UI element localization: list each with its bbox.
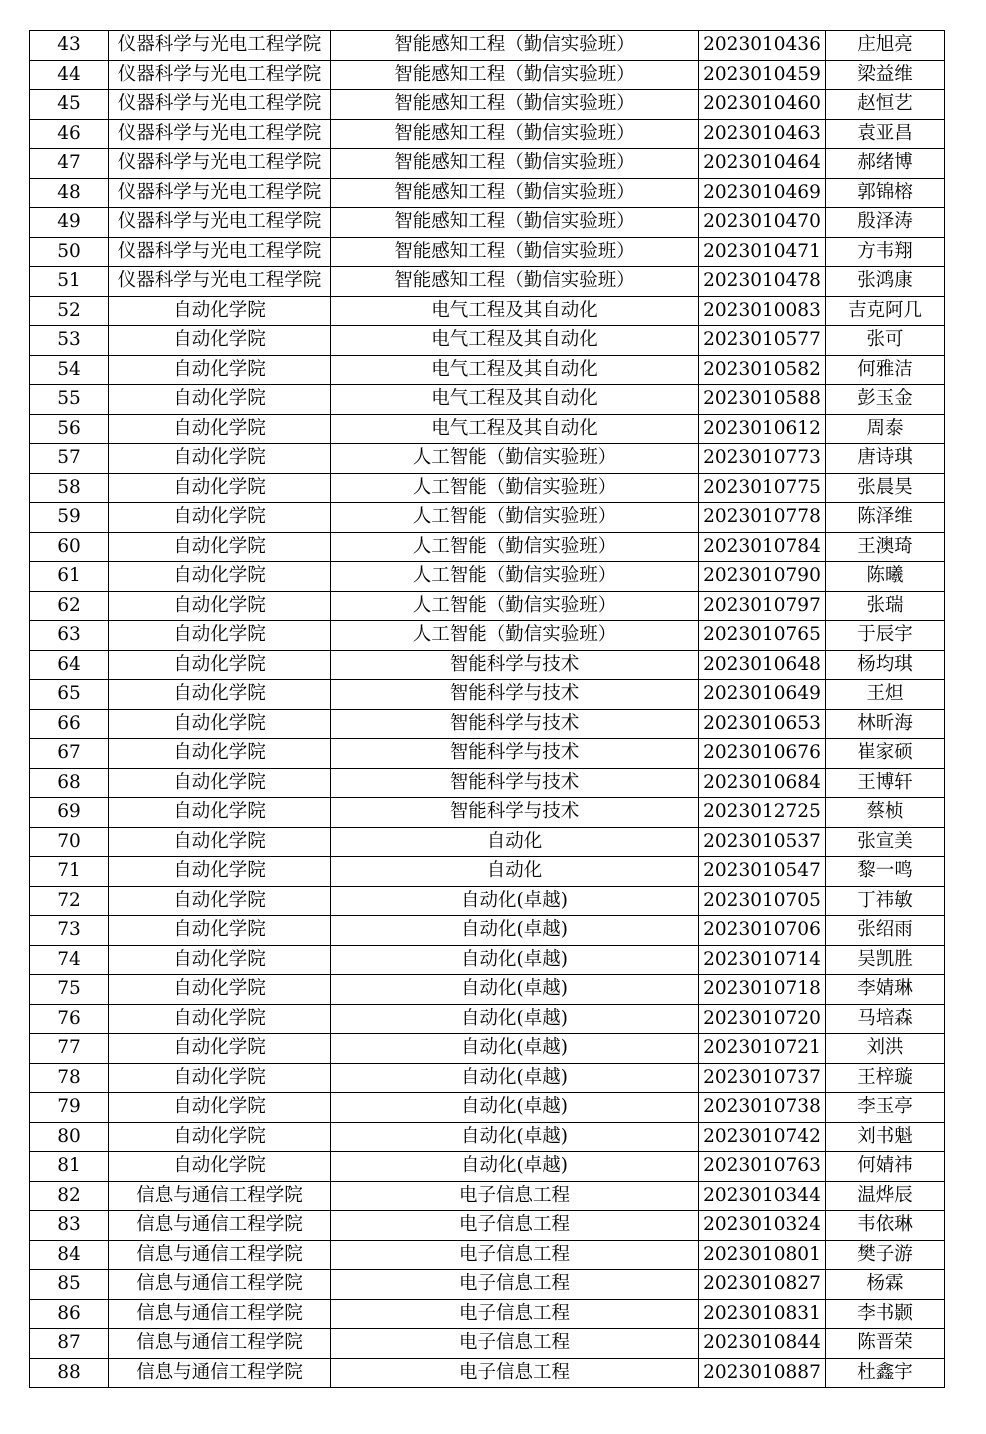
major-cell: 电子信息工程 <box>331 1299 699 1329</box>
major-cell: 自动化 <box>331 827 699 857</box>
student-name-cell: 赵恒艺 <box>826 90 945 120</box>
college-cell: 自动化学院 <box>109 1063 331 1093</box>
major-cell: 智能感知工程（勤信实验班） <box>331 31 699 61</box>
table-row <box>30 680 945 710</box>
college-cell: 仪器科学与光电工程学院 <box>109 31 331 61</box>
student-name-cell: 杨均琪 <box>826 650 945 680</box>
student-name-cell: 何雅洁 <box>826 355 945 385</box>
table-row <box>30 1211 945 1241</box>
table-row <box>30 1122 945 1152</box>
major-cell: 智能科学与技术 <box>331 739 699 769</box>
table-row <box>30 562 945 592</box>
student-name-cell: 方韦翔 <box>826 237 945 267</box>
college-cell: 自动化学院 <box>109 326 331 356</box>
major-cell: 电子信息工程 <box>331 1358 699 1388</box>
table-row <box>30 1063 945 1093</box>
row-number-cell: 79 <box>30 1093 109 1123</box>
major-cell: 智能感知工程（勤信实验班） <box>331 267 699 297</box>
student-id-cell: 2023010460 <box>699 90 826 120</box>
student-id-cell: 2023010801 <box>699 1240 826 1270</box>
table-row <box>30 768 945 798</box>
college-cell: 自动化学院 <box>109 355 331 385</box>
student-name-cell: 王澳琦 <box>826 532 945 562</box>
major-cell: 自动化(卓越) <box>331 1004 699 1034</box>
table-row <box>30 414 945 444</box>
row-number-cell: 81 <box>30 1152 109 1182</box>
row-number-cell: 77 <box>30 1034 109 1064</box>
row-number-cell: 86 <box>30 1299 109 1329</box>
college-cell: 自动化学院 <box>109 798 331 828</box>
student-name-cell: 黎一鸣 <box>826 857 945 887</box>
student-name-cell: 周泰 <box>826 414 945 444</box>
table-row <box>30 1240 945 1270</box>
table-row <box>30 975 945 1005</box>
row-number-cell: 56 <box>30 414 109 444</box>
student-name-cell: 张绍雨 <box>826 916 945 946</box>
college-cell: 自动化学院 <box>109 857 331 887</box>
table-row <box>30 1004 945 1034</box>
major-cell: 电气工程及其自动化 <box>331 414 699 444</box>
row-number-cell: 87 <box>30 1329 109 1359</box>
college-cell: 自动化学院 <box>109 916 331 946</box>
major-cell: 自动化(卓越) <box>331 1122 699 1152</box>
college-cell: 自动化学院 <box>109 532 331 562</box>
student-id-cell: 2023010537 <box>699 827 826 857</box>
student-id-cell: 2023010478 <box>699 267 826 297</box>
student-id-cell: 2023010324 <box>699 1211 826 1241</box>
student-id-cell: 2023010773 <box>699 444 826 474</box>
student-id-cell: 2023010471 <box>699 237 826 267</box>
roster-body <box>30 31 945 1388</box>
student-id-cell: 2023010778 <box>699 503 826 533</box>
row-number-cell: 49 <box>30 208 109 238</box>
college-cell: 仪器科学与光电工程学院 <box>109 208 331 238</box>
row-number-cell: 59 <box>30 503 109 533</box>
table-row <box>30 621 945 651</box>
row-number-cell: 82 <box>30 1181 109 1211</box>
table-row <box>30 178 945 208</box>
major-cell: 电气工程及其自动化 <box>331 355 699 385</box>
student-id-cell: 2023010797 <box>699 591 826 621</box>
college-cell: 信息与通信工程学院 <box>109 1329 331 1359</box>
major-cell: 自动化(卓越) <box>331 886 699 916</box>
college-cell: 自动化学院 <box>109 296 331 326</box>
table-row <box>30 532 945 562</box>
row-number-cell: 75 <box>30 975 109 1005</box>
row-number-cell: 76 <box>30 1004 109 1034</box>
row-number-cell: 73 <box>30 916 109 946</box>
student-id-cell: 2023010684 <box>699 768 826 798</box>
row-number-cell: 64 <box>30 650 109 680</box>
college-cell: 信息与通信工程学院 <box>109 1358 331 1388</box>
table-row <box>30 60 945 90</box>
student-id-cell: 2023010737 <box>699 1063 826 1093</box>
major-cell: 电气工程及其自动化 <box>331 326 699 356</box>
student-name-cell: 丁祎敏 <box>826 886 945 916</box>
student-id-cell: 2023010831 <box>699 1299 826 1329</box>
major-cell: 智能科学与技术 <box>331 768 699 798</box>
college-cell: 仪器科学与光电工程学院 <box>109 119 331 149</box>
student-id-cell: 2023010827 <box>699 1270 826 1300</box>
row-number-cell: 70 <box>30 827 109 857</box>
student-name-cell: 吉克阿几 <box>826 296 945 326</box>
student-id-cell: 2023012725 <box>699 798 826 828</box>
student-name-cell: 王博轩 <box>826 768 945 798</box>
major-cell: 电子信息工程 <box>331 1329 699 1359</box>
major-cell: 智能感知工程（勤信实验班） <box>331 90 699 120</box>
student-name-cell: 彭玉金 <box>826 385 945 415</box>
row-number-cell: 72 <box>30 886 109 916</box>
major-cell: 人工智能（勤信实验班） <box>331 473 699 503</box>
table-row <box>30 473 945 503</box>
student-name-cell: 马培森 <box>826 1004 945 1034</box>
major-cell: 自动化(卓越) <box>331 975 699 1005</box>
major-cell: 电气工程及其自动化 <box>331 385 699 415</box>
table-row <box>30 444 945 474</box>
table-row <box>30 267 945 297</box>
college-cell: 信息与通信工程学院 <box>109 1211 331 1241</box>
college-cell: 自动化学院 <box>109 591 331 621</box>
student-id-cell: 2023010469 <box>699 178 826 208</box>
major-cell: 智能科学与技术 <box>331 650 699 680</box>
college-cell: 信息与通信工程学院 <box>109 1240 331 1270</box>
student-id-cell: 2023010547 <box>699 857 826 887</box>
student-name-cell: 蔡桢 <box>826 798 945 828</box>
table-row <box>30 798 945 828</box>
student-id-cell: 2023010612 <box>699 414 826 444</box>
major-cell: 智能感知工程（勤信实验班） <box>331 60 699 90</box>
college-cell: 自动化学院 <box>109 1122 331 1152</box>
student-name-cell: 陈泽维 <box>826 503 945 533</box>
table-row <box>30 1358 945 1388</box>
table-row <box>30 296 945 326</box>
student-id-cell: 2023010083 <box>699 296 826 326</box>
row-number-cell: 52 <box>30 296 109 326</box>
college-cell: 信息与通信工程学院 <box>109 1270 331 1300</box>
college-cell: 信息与通信工程学院 <box>109 1181 331 1211</box>
table-row <box>30 916 945 946</box>
college-cell: 自动化学院 <box>109 562 331 592</box>
row-number-cell: 66 <box>30 709 109 739</box>
table-row <box>30 739 945 769</box>
student-name-cell: 王炟 <box>826 680 945 710</box>
college-cell: 自动化学院 <box>109 945 331 975</box>
student-name-cell: 庄旭亮 <box>826 31 945 61</box>
table-row <box>30 1093 945 1123</box>
table-row <box>30 650 945 680</box>
student-id-cell: 2023010436 <box>699 31 826 61</box>
table-row <box>30 119 945 149</box>
student-id-cell: 2023010742 <box>699 1122 826 1152</box>
student-name-cell: 刘书魁 <box>826 1122 945 1152</box>
table-row <box>30 827 945 857</box>
student-name-cell: 张鸿康 <box>826 267 945 297</box>
row-number-cell: 45 <box>30 90 109 120</box>
table-row <box>30 31 945 61</box>
student-id-cell: 2023010784 <box>699 532 826 562</box>
student-name-cell: 于辰宇 <box>826 621 945 651</box>
row-number-cell: 63 <box>30 621 109 651</box>
row-number-cell: 53 <box>30 326 109 356</box>
row-number-cell: 78 <box>30 1063 109 1093</box>
student-name-cell: 李玉亭 <box>826 1093 945 1123</box>
table-row <box>30 326 945 356</box>
student-name-cell: 李婧琳 <box>826 975 945 1005</box>
student-name-cell: 崔家硕 <box>826 739 945 769</box>
college-cell: 自动化学院 <box>109 1034 331 1064</box>
college-cell: 自动化学院 <box>109 709 331 739</box>
student-name-cell: 殷泽涛 <box>826 208 945 238</box>
table-row <box>30 857 945 887</box>
row-number-cell: 43 <box>30 31 109 61</box>
major-cell: 人工智能（勤信实验班） <box>331 621 699 651</box>
student-name-cell: 王梓璇 <box>826 1063 945 1093</box>
student-name-cell: 张瑞 <box>826 591 945 621</box>
table-row <box>30 208 945 238</box>
major-cell: 自动化(卓越) <box>331 916 699 946</box>
major-cell: 人工智能（勤信实验班） <box>331 562 699 592</box>
student-name-cell: 陈曦 <box>826 562 945 592</box>
college-cell: 自动化学院 <box>109 503 331 533</box>
student-id-cell: 2023010844 <box>699 1329 826 1359</box>
row-number-cell: 74 <box>30 945 109 975</box>
major-cell: 电子信息工程 <box>331 1181 699 1211</box>
major-cell: 人工智能（勤信实验班） <box>331 591 699 621</box>
student-id-cell: 2023010648 <box>699 650 826 680</box>
major-cell: 电气工程及其自动化 <box>331 296 699 326</box>
row-number-cell: 71 <box>30 857 109 887</box>
row-number-cell: 60 <box>30 532 109 562</box>
row-number-cell: 85 <box>30 1270 109 1300</box>
row-number-cell: 88 <box>30 1358 109 1388</box>
major-cell: 智能科学与技术 <box>331 798 699 828</box>
table-row <box>30 237 945 267</box>
table-row <box>30 385 945 415</box>
college-cell: 自动化学院 <box>109 414 331 444</box>
table-row <box>30 1034 945 1064</box>
row-number-cell: 62 <box>30 591 109 621</box>
college-cell: 仪器科学与光电工程学院 <box>109 90 331 120</box>
student-name-cell: 袁亚昌 <box>826 119 945 149</box>
table-row <box>30 1181 945 1211</box>
row-number-cell: 69 <box>30 798 109 828</box>
college-cell: 自动化学院 <box>109 680 331 710</box>
student-id-cell: 2023010765 <box>699 621 826 651</box>
student-name-cell: 杜鑫宇 <box>826 1358 945 1388</box>
row-number-cell: 67 <box>30 739 109 769</box>
row-number-cell: 48 <box>30 178 109 208</box>
row-number-cell: 57 <box>30 444 109 474</box>
student-id-cell: 2023010653 <box>699 709 826 739</box>
major-cell: 自动化(卓越) <box>331 1034 699 1064</box>
student-id-cell: 2023010588 <box>699 385 826 415</box>
college-cell: 自动化学院 <box>109 975 331 1005</box>
row-number-cell: 51 <box>30 267 109 297</box>
student-id-cell: 2023010706 <box>699 916 826 946</box>
table-row <box>30 149 945 179</box>
college-cell: 仪器科学与光电工程学院 <box>109 267 331 297</box>
student-id-cell: 2023010721 <box>699 1034 826 1064</box>
row-number-cell: 58 <box>30 473 109 503</box>
major-cell: 人工智能（勤信实验班） <box>331 444 699 474</box>
major-cell: 电子信息工程 <box>331 1270 699 1300</box>
college-cell: 自动化学院 <box>109 444 331 474</box>
major-cell: 智能科学与技术 <box>331 680 699 710</box>
major-cell: 自动化(卓越) <box>331 1093 699 1123</box>
row-number-cell: 61 <box>30 562 109 592</box>
major-cell: 智能感知工程（勤信实验班） <box>331 119 699 149</box>
student-name-cell: 吴凯胜 <box>826 945 945 975</box>
student-id-cell: 2023010463 <box>699 119 826 149</box>
row-number-cell: 55 <box>30 385 109 415</box>
student-name-cell: 梁益维 <box>826 60 945 90</box>
college-cell: 自动化学院 <box>109 1093 331 1123</box>
row-number-cell: 46 <box>30 119 109 149</box>
college-cell: 自动化学院 <box>109 1152 331 1182</box>
student-id-cell: 2023010763 <box>699 1152 826 1182</box>
student-name-cell: 樊子游 <box>826 1240 945 1270</box>
student-id-cell: 2023010705 <box>699 886 826 916</box>
student-name-cell: 张晨昊 <box>826 473 945 503</box>
student-name-cell: 陈晋荣 <box>826 1329 945 1359</box>
row-number-cell: 68 <box>30 768 109 798</box>
student-name-cell: 张宣美 <box>826 827 945 857</box>
student-id-cell: 2023010775 <box>699 473 826 503</box>
table-row <box>30 709 945 739</box>
college-cell: 自动化学院 <box>109 1004 331 1034</box>
student-name-cell: 何婧祎 <box>826 1152 945 1182</box>
row-number-cell: 44 <box>30 60 109 90</box>
student-id-cell: 2023010582 <box>699 355 826 385</box>
student-name-cell: 韦依琳 <box>826 1211 945 1241</box>
major-cell: 自动化(卓越) <box>331 1063 699 1093</box>
student-name-cell: 李书颢 <box>826 1299 945 1329</box>
student-name-cell: 唐诗琪 <box>826 444 945 474</box>
row-number-cell: 47 <box>30 149 109 179</box>
college-cell: 信息与通信工程学院 <box>109 1299 331 1329</box>
student-id-cell: 2023010676 <box>699 739 826 769</box>
college-cell: 自动化学院 <box>109 739 331 769</box>
major-cell: 电子信息工程 <box>331 1240 699 1270</box>
row-number-cell: 65 <box>30 680 109 710</box>
major-cell: 智能感知工程（勤信实验班） <box>331 149 699 179</box>
college-cell: 自动化学院 <box>109 650 331 680</box>
college-cell: 自动化学院 <box>109 385 331 415</box>
student-name-cell: 郝绪博 <box>826 149 945 179</box>
student-name-cell: 张可 <box>826 326 945 356</box>
major-cell: 人工智能（勤信实验班） <box>331 503 699 533</box>
major-cell: 自动化 <box>331 857 699 887</box>
student-name-cell: 温烨辰 <box>826 1181 945 1211</box>
student-roster-table <box>29 30 945 1388</box>
row-number-cell: 83 <box>30 1211 109 1241</box>
student-id-cell: 2023010720 <box>699 1004 826 1034</box>
major-cell: 人工智能（勤信实验班） <box>331 532 699 562</box>
major-cell: 智能科学与技术 <box>331 709 699 739</box>
college-cell: 自动化学院 <box>109 886 331 916</box>
college-cell: 自动化学院 <box>109 768 331 798</box>
major-cell: 智能感知工程（勤信实验班） <box>331 178 699 208</box>
student-name-cell: 刘洪 <box>826 1034 945 1064</box>
student-id-cell: 2023010459 <box>699 60 826 90</box>
student-id-cell: 2023010718 <box>699 975 826 1005</box>
college-cell: 自动化学院 <box>109 827 331 857</box>
table-row <box>30 503 945 533</box>
row-number-cell: 50 <box>30 237 109 267</box>
college-cell: 仪器科学与光电工程学院 <box>109 60 331 90</box>
college-cell: 自动化学院 <box>109 473 331 503</box>
college-cell: 仪器科学与光电工程学院 <box>109 178 331 208</box>
student-id-cell: 2023010714 <box>699 945 826 975</box>
major-cell: 自动化(卓越) <box>331 945 699 975</box>
table-row <box>30 90 945 120</box>
student-id-cell: 2023010649 <box>699 680 826 710</box>
student-id-cell: 2023010887 <box>699 1358 826 1388</box>
table-row <box>30 1299 945 1329</box>
row-number-cell: 84 <box>30 1240 109 1270</box>
major-cell: 电子信息工程 <box>331 1211 699 1241</box>
row-number-cell: 54 <box>30 355 109 385</box>
major-cell: 智能感知工程（勤信实验班） <box>331 237 699 267</box>
major-cell: 智能感知工程（勤信实验班） <box>331 208 699 238</box>
row-number-cell: 80 <box>30 1122 109 1152</box>
student-id-cell: 2023010464 <box>699 149 826 179</box>
table-row <box>30 945 945 975</box>
student-name-cell: 杨霖 <box>826 1270 945 1300</box>
table-row <box>30 1329 945 1359</box>
table-row <box>30 1270 945 1300</box>
student-id-cell: 2023010738 <box>699 1093 826 1123</box>
student-id-cell: 2023010470 <box>699 208 826 238</box>
table-row <box>30 1152 945 1182</box>
college-cell: 自动化学院 <box>109 621 331 651</box>
table-row <box>30 355 945 385</box>
table-row <box>30 886 945 916</box>
student-name-cell: 郭锦榕 <box>826 178 945 208</box>
college-cell: 仪器科学与光电工程学院 <box>109 149 331 179</box>
student-id-cell: 2023010790 <box>699 562 826 592</box>
table-row <box>30 591 945 621</box>
student-id-cell: 2023010344 <box>699 1181 826 1211</box>
college-cell: 仪器科学与光电工程学院 <box>109 237 331 267</box>
major-cell: 自动化(卓越) <box>331 1152 699 1182</box>
student-name-cell: 林昕海 <box>826 709 945 739</box>
student-id-cell: 2023010577 <box>699 326 826 356</box>
